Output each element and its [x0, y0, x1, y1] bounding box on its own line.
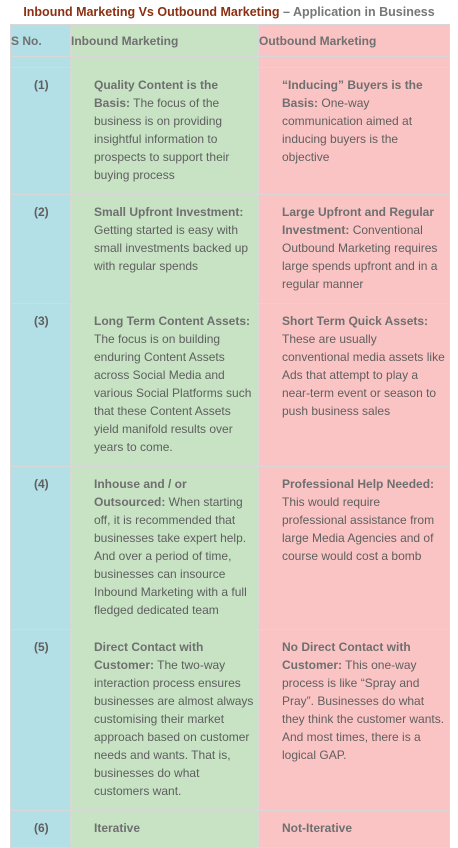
outbound-text: This would require professional assistance from large Media Agencies and of course would cost a bomb: [282, 495, 435, 563]
outbound-cell: [259, 195, 450, 304]
title-subtitle: Application in Business: [293, 5, 435, 19]
outbound-cell: [259, 304, 450, 467]
inbound-lead: Small Upfront Investment:: [94, 205, 244, 219]
page-title: [0, 4, 458, 21]
spacer-cell: [71, 57, 259, 68]
inbound-cell: [71, 304, 259, 467]
row-number: (1): [11, 68, 71, 195]
table-header-row: [11, 25, 450, 57]
table-row: [11, 811, 450, 848]
inbound-text: The focus of the business is on providing insightful information to prospects to support their buying process: [94, 96, 230, 182]
table-row: [11, 304, 450, 467]
inbound-lead: Direct Contact with Customer:: [94, 640, 204, 672]
inbound-cell: [71, 68, 259, 195]
outbound-text: One-way communication aimed at inducing buyers is the objective: [282, 96, 413, 164]
table-row: [11, 467, 450, 630]
outbound-lead: Not-Iterative: [282, 821, 353, 835]
table-row: [11, 195, 450, 304]
title-separator: –: [279, 5, 293, 19]
table-row: [11, 68, 450, 195]
outbound-lead: No Direct Contact with Customer:: [282, 640, 411, 672]
outbound-lead: Professional Help Needed:: [282, 477, 435, 491]
inbound-cell: [71, 467, 259, 630]
inbound-lead: Inhouse and / or Outsourced:: [94, 477, 187, 509]
inbound-lead: Iterative: [94, 821, 141, 835]
row-number: (6): [11, 811, 71, 848]
inbound-lead: Quality Content is the Basis:: [94, 78, 219, 110]
outbound-cell: [259, 68, 450, 195]
header-outbound: Outbound Marketing: [259, 25, 450, 57]
outbound-cell: [259, 467, 450, 630]
outbound-lead: “Inducing” Buyers is the Basis:: [282, 78, 423, 110]
inbound-cell: [71, 630, 259, 811]
row-number: (2): [11, 195, 71, 304]
outbound-cell: [259, 630, 450, 811]
inbound-text: Getting started is easy with small investments backed up with regular spends: [94, 223, 249, 273]
header-sno: S No.: [11, 25, 71, 57]
outbound-lead: Short Term Quick Assets:: [282, 314, 429, 328]
title-main: Inbound Marketing Vs Outbound Marketing: [23, 5, 280, 19]
inbound-cell: [71, 811, 259, 848]
outbound-text: This one-way process is like “Spray and Pray”. Businesses do what they think the customer wants. And most times, there is a logical GAP.: [282, 658, 445, 762]
table-spacer-row: [11, 57, 450, 68]
inbound-cell: [71, 195, 259, 304]
outbound-cell: [259, 811, 450, 848]
outbound-text: These are usually conventional media assets like Ads that attempt to play a near-term event or season to push business sales: [282, 332, 445, 418]
row-number: (5): [11, 630, 71, 811]
header-inbound: Inbound Marketing: [71, 25, 259, 57]
inbound-text: The focus is on building enduring Content Assets across Social Media and various Social Platforms such that these Content Assets yield manifold results over years to come.: [94, 332, 252, 454]
table-row: [11, 630, 450, 811]
outbound-lead: Large Upfront and Regular Investment:: [282, 205, 435, 237]
row-number: (4): [11, 467, 71, 630]
spacer-cell: [259, 57, 450, 68]
inbound-text: The two-way interaction process ensures businesses are almost always customising their market approach based on customer needs and wants. That is, businesses do what customers want.: [94, 658, 254, 798]
comparison-table: [10, 24, 450, 848]
inbound-lead: Long Term Content Assets:: [94, 314, 251, 328]
outbound-text: Conventional Outbound Marketing requires large spends upfront and in a regular manner: [282, 223, 438, 291]
inbound-text: When starting off, it is recommended that businesses take expert help. And over a period of time, businesses can insource Inbound Marketing with a full fledged dedicated team: [94, 495, 247, 617]
row-number: (3): [11, 304, 71, 467]
spacer-cell: [11, 57, 71, 68]
